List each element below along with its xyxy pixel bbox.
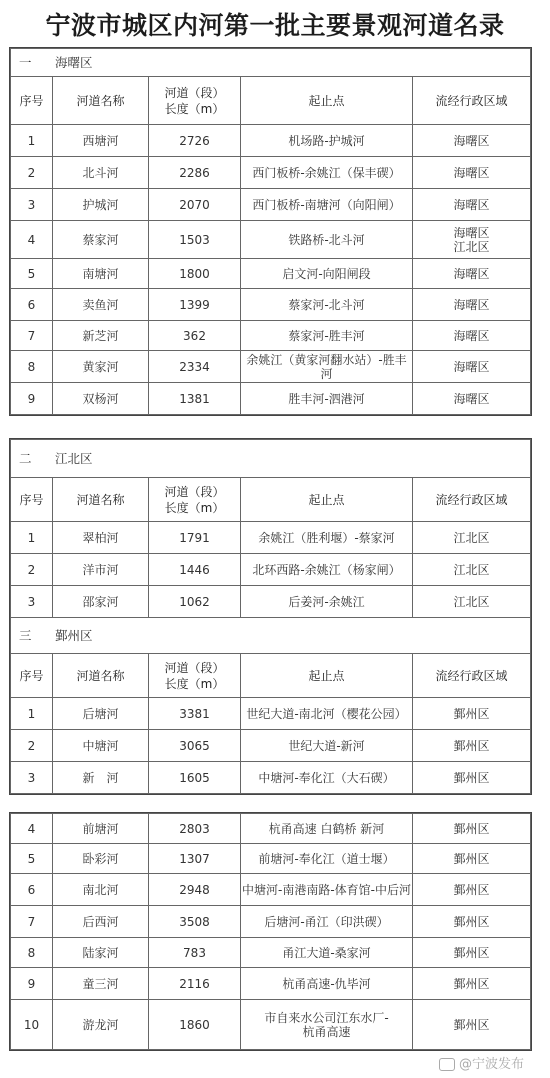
row-number: 2 [11,554,53,586]
section-number: 三 [19,627,32,643]
river-region: 海曙区 [413,321,531,351]
river-length: 1791 [149,522,241,554]
row-number: 8 [11,938,53,968]
weibo-camera-icon [439,1058,455,1071]
river-length: 1800 [149,259,241,289]
river-length: 2116 [149,968,241,1000]
table-row [11,351,531,383]
river-endpoints: 机场路-护城河 [241,125,413,157]
table-header-row [11,77,531,125]
row-number: 1 [11,698,53,730]
table-row [11,321,531,351]
table-row [11,554,531,586]
section-number: 二 [19,450,32,466]
header-endpoints: 起止点 [241,478,413,522]
river-region: 鄞州区 [413,762,531,794]
header-endpoints: 起止点 [241,77,413,125]
river-name: 后西河 [53,906,149,938]
table-row [11,1000,531,1050]
table-row [11,125,531,157]
section-yinzhou-continued [9,812,532,1051]
river-length: 1860 [149,1000,241,1050]
river-name: 童三河 [53,968,149,1000]
river-name: 洋市河 [53,554,149,586]
header-region: 流经行政区域 [413,654,531,698]
river-region: 鄞州区 [413,844,531,874]
river-length: 3065 [149,730,241,762]
row-number: 3 [11,586,53,618]
row-number: 4 [11,814,53,844]
row-number: 2 [11,730,53,762]
river-region: 海曙区 [413,351,531,383]
river-length: 2286 [149,157,241,189]
river-name: 北斗河 [53,157,149,189]
river-region: 江北区 [413,522,531,554]
river-length: 2726 [149,125,241,157]
river-length: 362 [149,321,241,351]
river-length: 1446 [149,554,241,586]
river-region: 海曙区 [413,289,531,321]
header-length: 河道（段） 长度（m） [149,77,241,125]
river-endpoints: 中塘河-奉化江（大石碶） [241,762,413,794]
river-endpoints: 世纪大道-新河 [241,730,413,762]
header-name: 河道名称 [53,478,149,522]
row-number: 4 [11,221,53,259]
section-haishu [9,47,532,416]
table-row [11,938,531,968]
row-number: 7 [11,906,53,938]
river-endpoints: 余姚江（胜利堰）-蔡家河 [241,522,413,554]
header-name: 河道名称 [53,654,149,698]
table-row [11,814,531,844]
river-endpoints: 北环西路-余姚江（杨家闸） [241,554,413,586]
river-region: 海曙区 [413,259,531,289]
river-endpoints: 西门板桥-余姚江（保丰碶） [241,157,413,189]
river-name: 前塘河 [53,814,149,844]
river-length: 3381 [149,698,241,730]
table-row [11,221,531,259]
header-length: 河道（段） 长度（m） [149,478,241,522]
river-name: 后塘河 [53,698,149,730]
river-name: 双杨河 [53,383,149,415]
row-number: 1 [11,125,53,157]
river-length: 1307 [149,844,241,874]
section-jiangbei [9,438,532,795]
table-row [11,968,531,1000]
river-endpoints: 杭甬高速 白鹤桥 新河 [241,814,413,844]
table-row [11,844,531,874]
row-number: 5 [11,844,53,874]
river-endpoints: 蔡家河-胜丰河 [241,321,413,351]
river-region: 鄞州区 [413,874,531,906]
table-row [11,189,531,221]
row-number: 8 [11,351,53,383]
river-region: 海曙区 [413,189,531,221]
river-region: 江北区 [413,586,531,618]
table-row [11,157,531,189]
row-number: 3 [11,762,53,794]
river-length: 2334 [149,351,241,383]
river-name: 新 河 [53,762,149,794]
river-region: 海曙区 [413,157,531,189]
table-row [11,874,531,906]
river-length: 3508 [149,906,241,938]
river-endpoints: 后塘河-甬江（印洪碶） [241,906,413,938]
row-number: 5 [11,259,53,289]
river-region: 海曙区 [413,383,531,415]
row-number: 1 [11,522,53,554]
row-number: 6 [11,289,53,321]
table-row [11,586,531,618]
river-name: 陆家河 [53,938,149,968]
river-length: 1381 [149,383,241,415]
river-name: 护城河 [53,189,149,221]
row-number: 6 [11,874,53,906]
row-number: 3 [11,189,53,221]
section-name: 海曙区 [55,54,93,70]
table-row [11,289,531,321]
table-row [11,906,531,938]
row-number: 9 [11,968,53,1000]
row-number: 7 [11,321,53,351]
river-region: 海曙区 [413,125,531,157]
river-name: 卧彩河 [53,844,149,874]
river-region: 鄞州区 [413,730,531,762]
river-endpoints: 西门板桥-南塘河（向阳闸） [241,189,413,221]
row-number: 10 [11,1000,53,1050]
river-length: 2948 [149,874,241,906]
river-region: 鄞州区 [413,968,531,1000]
header-no: 序号 [11,654,53,698]
table-row [11,522,531,554]
river-name: 南北河 [53,874,149,906]
header-no: 序号 [11,478,53,522]
river-name: 中塘河 [53,730,149,762]
section-number: 一 [19,54,32,70]
river-length: 2803 [149,814,241,844]
river-name: 南塘河 [53,259,149,289]
header-name: 河道名称 [53,77,149,125]
river-region: 江北区 [413,554,531,586]
river-endpoints: 胜丰河-泗港河 [241,383,413,415]
river-region: 鄞州区 [413,698,531,730]
river-length: 2070 [149,189,241,221]
river-endpoints: 前塘河-奉化江（道士堰） [241,844,413,874]
river-length: 1605 [149,762,241,794]
table-row [11,383,531,415]
header-no: 序号 [11,77,53,125]
river-length: 1062 [149,586,241,618]
river-name: 游龙河 [53,1000,149,1050]
river-endpoints: 市自来水公司江东水厂- 杭甬高速 [241,1000,413,1050]
river-region: 鄞州区 [413,1000,531,1050]
river-endpoints: 蔡家河-北斗河 [241,289,413,321]
section-name: 江北区 [55,450,93,466]
river-name: 新芝河 [53,321,149,351]
river-name: 卖鱼河 [53,289,149,321]
table-row [11,698,531,730]
table-header-row [11,478,531,522]
river-length: 1399 [149,289,241,321]
table-row [11,730,531,762]
table-row [11,762,531,794]
row-number: 2 [11,157,53,189]
river-endpoints: 后姜河-余姚江 [241,586,413,618]
river-length: 1503 [149,221,241,259]
river-name: 黄家河 [53,351,149,383]
section-name: 鄞州区 [55,627,93,643]
header-length: 河道（段） 长度（m） [149,654,241,698]
table-row [11,259,531,289]
header-region: 流经行政区域 [413,478,531,522]
river-endpoints: 余姚江（黄家河翻水站）-胜丰河 [241,351,413,383]
river-name: 邵家河 [53,586,149,618]
river-endpoints: 世纪大道-南北河（樱花公园） [241,698,413,730]
river-region: 鄞州区 [413,938,531,968]
watermark: @宁波发布 [439,1053,524,1072]
river-name: 翠柏河 [53,522,149,554]
river-region: 鄞州区 [413,814,531,844]
river-name: 西塘河 [53,125,149,157]
river-name: 蔡家河 [53,221,149,259]
river-endpoints: 甬江大道-桑家河 [241,938,413,968]
river-endpoints: 启文河-向阳闸段 [241,259,413,289]
river-endpoints: 中塘河-南港南路-体育馆-中后河 [241,874,413,906]
river-endpoints: 铁路桥-北斗河 [241,221,413,259]
river-region: 鄞州区 [413,906,531,938]
river-endpoints: 杭甬高速-仇毕河 [241,968,413,1000]
header-region: 流经行政区域 [413,77,531,125]
river-length: 783 [149,938,241,968]
table-header-row [11,654,531,698]
page-title: 宁波市城区内河第一批主要景观河道名录 [45,11,505,40]
row-number: 9 [11,383,53,415]
river-region: 海曙区 江北区 [413,221,531,259]
header-endpoints: 起止点 [241,654,413,698]
